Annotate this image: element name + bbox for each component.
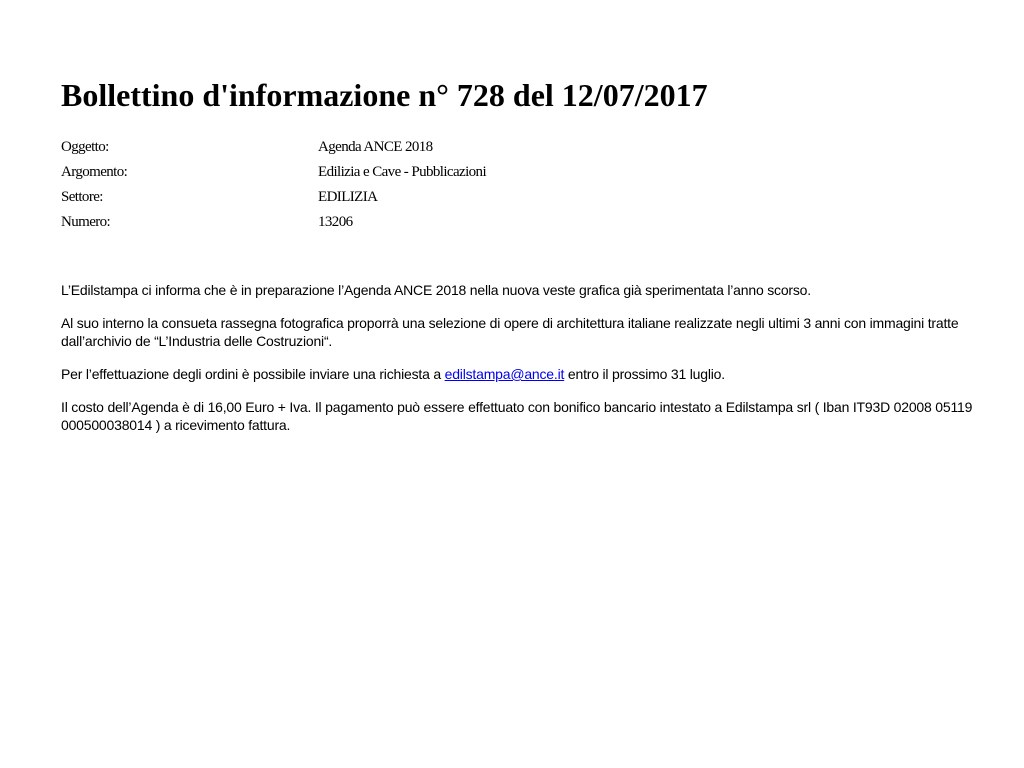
meta-value: Agenda ANCE 2018 <box>318 139 433 155</box>
meta-label: Oggetto: <box>61 139 109 155</box>
meta-value: EDILIZIA <box>318 189 378 205</box>
page-title: Bollettino d'informazione n° 728 del 12/07/2017 <box>61 77 708 113</box>
paragraph-orders <box>61 365 981 383</box>
meta-label: Settore: <box>61 189 103 205</box>
meta-row-argomento <box>61 163 486 188</box>
meta-value: Edilizia e Cave - Pubblicazioni <box>318 164 487 180</box>
email-link[interactable]: edilstampa@ance.it <box>444 366 565 382</box>
meta-row-oggetto <box>61 138 486 163</box>
paragraph-cost: Il costo dell’Agenda è di 16,00 Euro + Iva. Il pagamento può essere effettuato con bonifico bancario intestato a Edilstampa srl ( Iban IT93D 02008 05119 000500038014 ) a ricevimento fattura. <box>61 399 973 433</box>
metadata-table <box>61 138 486 238</box>
paragraph-intro: L’Edilstampa ci informa che è in preparazione l’Agenda ANCE 2018 nella nuova veste grafica già sperimentata l’anno scorso. <box>61 282 811 298</box>
paragraph-content: Al suo interno la consueta rassegna fotografica proporrà una selezione di opere di architettura italiane realizzate negli ultimi 3 anni con immagini tratte dall’archivio de “L’Industria delle Costruzioni“. <box>61 315 959 349</box>
article-body <box>61 281 981 449</box>
meta-row-numero <box>61 213 486 238</box>
meta-label: Numero: <box>61 214 111 230</box>
paragraph-orders-text: Per l’effettuazione degli ordini è possibile inviare una richiesta a <box>61 366 445 382</box>
meta-label: Argomento: <box>61 164 128 180</box>
meta-row-settore <box>61 188 486 213</box>
paragraph-orders-text-end: entro il prossimo 31 luglio. <box>564 366 725 382</box>
meta-value: 13206 <box>318 214 353 230</box>
